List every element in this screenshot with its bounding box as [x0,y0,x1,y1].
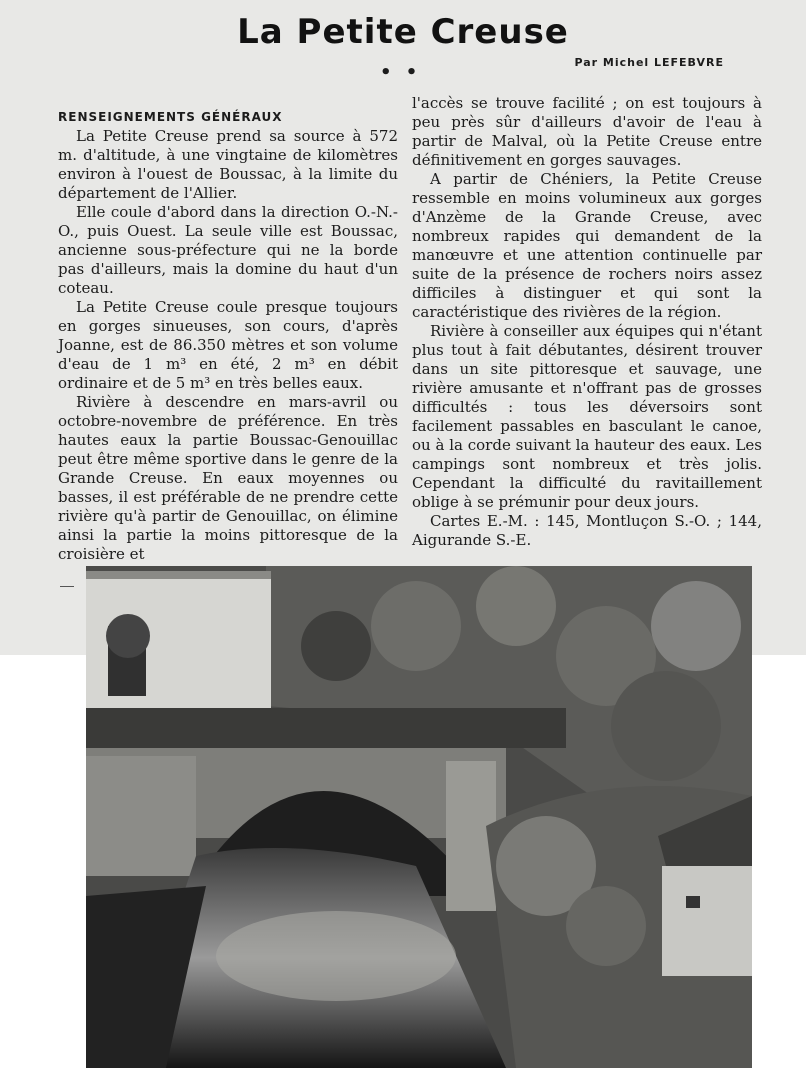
bridge-photograph [86,566,752,1068]
paragraph: La Petite Creuse prend sa source à 572 m. d'altitude, à une vingtaine de kilomètres environ à l'ouest de Boussac, à la limite du département de l'Allier. [58,127,398,202]
article-title: La Petite Creuse [237,12,569,52]
paragraph: La Petite Creuse coule presque toujours en gorges sinueuses, son cours, d'après Joanne, est de 86.350 mètres et son volume d'eau de 1 m³ en été, 2 m³ en débit ordinaire et de 5 m³ en très belles eaux. [58,298,398,392]
text-column-right [412,94,762,550]
margin-dash [60,586,74,587]
text-column-left [58,108,398,564]
author-byline: Par Michel LEFEBVRE [574,56,724,69]
paragraph: Rivière à conseiller aux équipes qui n'étant plus tout à fait débutantes, désirent trouver dans un site pittoresque et sauvage, une rivière amusante et n'offrant pas de grosses difficultés : tous les déversoirs sont facilement passables en basculant le canoe, ou à la corde suivant la hauteur des eaux. Les campings sont nombreux et très jolis. Cependant la difficulté du ravitaillement oblige à se prémunir pour deux jours. [412,322,762,511]
paragraph: A partir de Chéniers, la Petite Creuse ressemble en moins volumineux aux gorges d'Anzème de la Grande Creuse, avec nombreux rapides qui demandent de la manœuvre et une attention continuelle par suite de la présence de rochers noirs assez difficiles à distinguer et qui sont la caractéristique des rivières de la région. [412,170,762,321]
paragraph: l'accès se trouve facilité ; on est toujours à peu près sûr d'ailleurs d'avoir de l'eau à partir de Malval, où la Petite Creuse entre définitivement en gorges sauvages. [412,94,762,169]
paragraph: Elle coule d'abord dans la direction O.-N.-O., puis Ouest. La seule ville est Boussac, ancienne sous-préfecture qui ne la borde pas d'ailleurs, mais la domine du haut d'un coteau. [58,203,398,297]
section-heading: RENSEIGNEMENTS GÉNÉRAUX [58,110,283,124]
title-ornament: • • [380,62,422,83]
paragraph: Cartes E.-M. : 145, Montluçon S.-O. ; 144, Aigurande S.-E. [412,512,762,549]
paragraph: Rivière à descendre en mars-avril ou octobre-novembre de préférence. En très hautes eaux la partie Boussac-Genouillac peut être même sportive dans le genre de la Grande Creuse. En eaux moyennes ou basses, il est préférable de ne prendre cette rivière qu'à partir de Genouillac, on élimine ainsi la partie la moins pittoresque de la croisière et [58,393,398,563]
